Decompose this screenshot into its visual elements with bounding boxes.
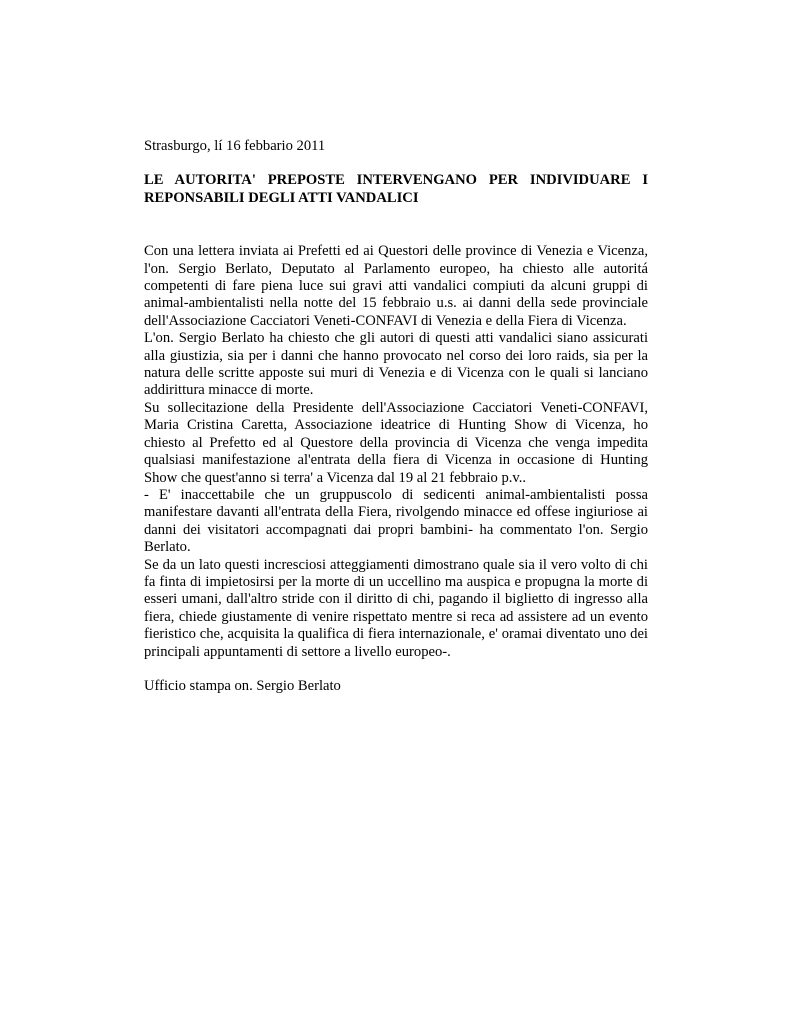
body-paragraph: Su sollecitazione della Presidente dell'Associazione Cacciatori Veneti-CONFAVI, Maria Cristina Caretta, Associazione ideatrice di Hunting Show di Vicenza, ho chiesto al Prefetto ed al Questore della provincia di Vicenza che venga impedita qualsiasi manifestazione al'entrata della fiera di Vicenza in occasione di Hunting Show che quest'anno si terra' a Vicenza dal 19 al 21 febbraio p.v.. <box>144 399 648 486</box>
document-content <box>144 138 648 695</box>
body-paragraph: Con una lettera inviata ai Prefetti ed ai Questori delle province di Venezia e Vicenza, l'on. Sergio Berlato, Deputato al Parlamento europeo, ha chiesto alle autoritá competenti di fare piena luce sui gravi atti vandalici compiuti da alcuni gruppi di animal-ambientalisti nella notte del 15 febbraio u.s. ai danni della sede provinciale dell'Associazione Cacciatori Veneti-CONFAVI di Venezia e della Fiera di Vicenza. <box>144 243 648 329</box>
headline: LE AUTORITA' PREPOSTE INTERVENGANO PER INDIVIDUARE I REPONSABILI DEGLI ATTI VANDALICI <box>144 172 648 206</box>
body-paragraph: Se da un lato questi incresciosi atteggiamenti dimostrano quale sia il vero volto di chi fa finta di impietosirsi per la morte di un uccellino ma auspica e propugna la morte di esseri umani, dall'altro stride con il diritto di chi, pagando il biglietto di ingresso alla fiera, chiede giustamente di venire rispettato mentre si reca ad assistere ad un evento fieristico che, acquisita la qualifica di fiera internazionale, e' oramai diventato uno dei principali appuntamenti di settore a livello europeo-. <box>144 556 648 660</box>
signature: Ufficio stampa on. Sergio Berlato <box>144 677 341 694</box>
body-paragraph: L'on. Sergio Berlato ha chiesto che gli autori di questi atti vandalici siano assicurati alla giustizia, sia per i danni che hanno provocato nel corso dei loro raids, sia per la natura delle scritte apposte sui muri di Venezia e di Vicenza con le quali si lanciano addirittura minacce di morte. <box>144 330 648 399</box>
dateline: Strasburgo, lí 16 febbario 2011 <box>144 138 326 154</box>
body-paragraph: - E' inaccettabile che un gruppuscolo di sedicenti animal-ambientalisti possa manifestare davanti all'entrata della Fiera, rivolgendo minacce ed offese ingiuriose ai danni dei visitatori accompagnati dai propri bambini- ha commentato l'on. Sergio Berlato. <box>144 486 648 556</box>
